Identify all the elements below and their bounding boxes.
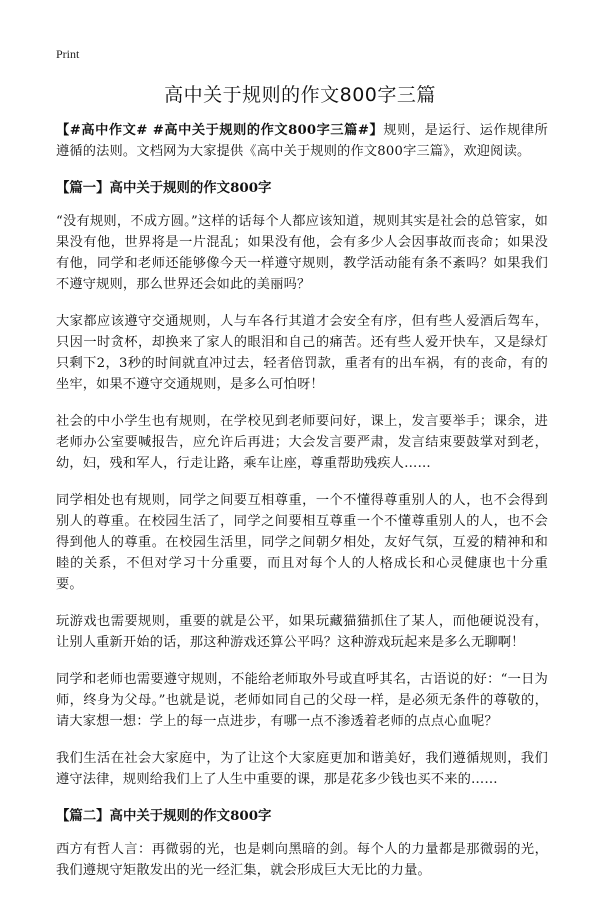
section-1-paragraph-4: 同学相处也有规则，同学之间要互相尊重，一个不懂得尊重别人的人，也不会得到别人的尊重。在校园生活了，同学之间要相互尊重一个不懂尊重别人的人，也不会得到他人的尊重。在校园生活里，同学之间朝夕相处，友好气氛，互爱的精神和和睦的关系，不但对学习十分重要，而且对每个人的人格成长和心灵健康也十分重要。 bbox=[56, 493, 548, 592]
page-title: 高中关于规则的作文800字三篇 bbox=[164, 84, 436, 106]
intro-text: 规则，是运行、运作规律所遵循的法则。文档网为大家提供《高中关于规则的作文800字三篇》，欢迎阅读。 bbox=[56, 123, 548, 159]
section-1-paragraph-2: 大家都应该遵守交通规则，人与车各行其道才会安全有序，但有些人爱酒后驾车，只因一时贪杯，却换来了家人的眼泪和自己的痛苦。还有些人爱开快车，又是绿灯只剩下2，3秒的时间就直冲过去，轻者倍罚款，重者有的出车祸，有的丧命，有的坐牢，如果不遵守交通规则，是多么可怕呀！ bbox=[56, 314, 548, 392]
article-body bbox=[56, 120, 548, 897]
section-1-paragraph-7: 我们生活在社会大家庭中，为了让这个大家庭更加和谐美好，我们遵循规则，我们遵守法律，规则给我们上了人生中重要的课，那是花多少钱也买不来的…… bbox=[56, 751, 548, 787]
section-2-heading: 【篇二】高中关于规则的作文800字 bbox=[56, 808, 272, 824]
intro-tag: 【#高中作文# #高中关于规则的作文800字三篇#】 bbox=[56, 123, 384, 138]
intro-paragraph bbox=[56, 120, 548, 162]
section-1-paragraph-3: 社会的中小学生也有规则，在学校见到老师要问好，课上，发言要举手；课余，进老师办公室要喊报告，应允许后再进；大会发言要严肃，发言结束要鼓掌对到老，幼，妇，残和军人，行走让路，乘车让座，尊重帮助残疾人…… bbox=[56, 414, 548, 471]
section-1-paragraph-6: 同学和老师也需要遵守规则，不能给老师取外号或直呼其名，古语说的好：“一日为师，终身为父母。”也就是说，老师如同自己的父母一样，是必须无条件的尊敬的，请大家想一想：学上的每一点进步，有哪一点不渗透着老师的点点心血呢？ bbox=[56, 672, 548, 729]
section-1-heading: 【篇一】高中关于规则的作文800字 bbox=[56, 180, 272, 196]
print-label[interactable]: Print bbox=[56, 47, 80, 61]
section-1-paragraph-1: “没有规则，不成方圆。”这样的话每个人都应该知道，规则其实是社会的总管家，如果没有他，世界将是一片混乱；如果没有他，会有多少人会因事故而丧命；如果没有他，同学和老师还能够像今天一样遵守规则，教学活动能有条不紊吗？如果我们不遵守规则，那么世界还会如此的美丽吗？ bbox=[56, 214, 548, 292]
section-1-paragraph-5: 玩游戏也需要规则，重要的就是公平，如果玩藏猫猫抓住了某人，而他硬说没有，让别人重新开始的话，那这种游戏还算公平吗？这种游戏玩起来是多么无聊啊！ bbox=[56, 614, 548, 650]
section-2-paragraph-1: 西方有哲人言：再微弱的光，也是刺向黑暗的剑。每个人的力量都是那微弱的光，我们遵规守矩散发出的光一经汇集，就会形成巨大无比的力量。 bbox=[56, 842, 548, 878]
